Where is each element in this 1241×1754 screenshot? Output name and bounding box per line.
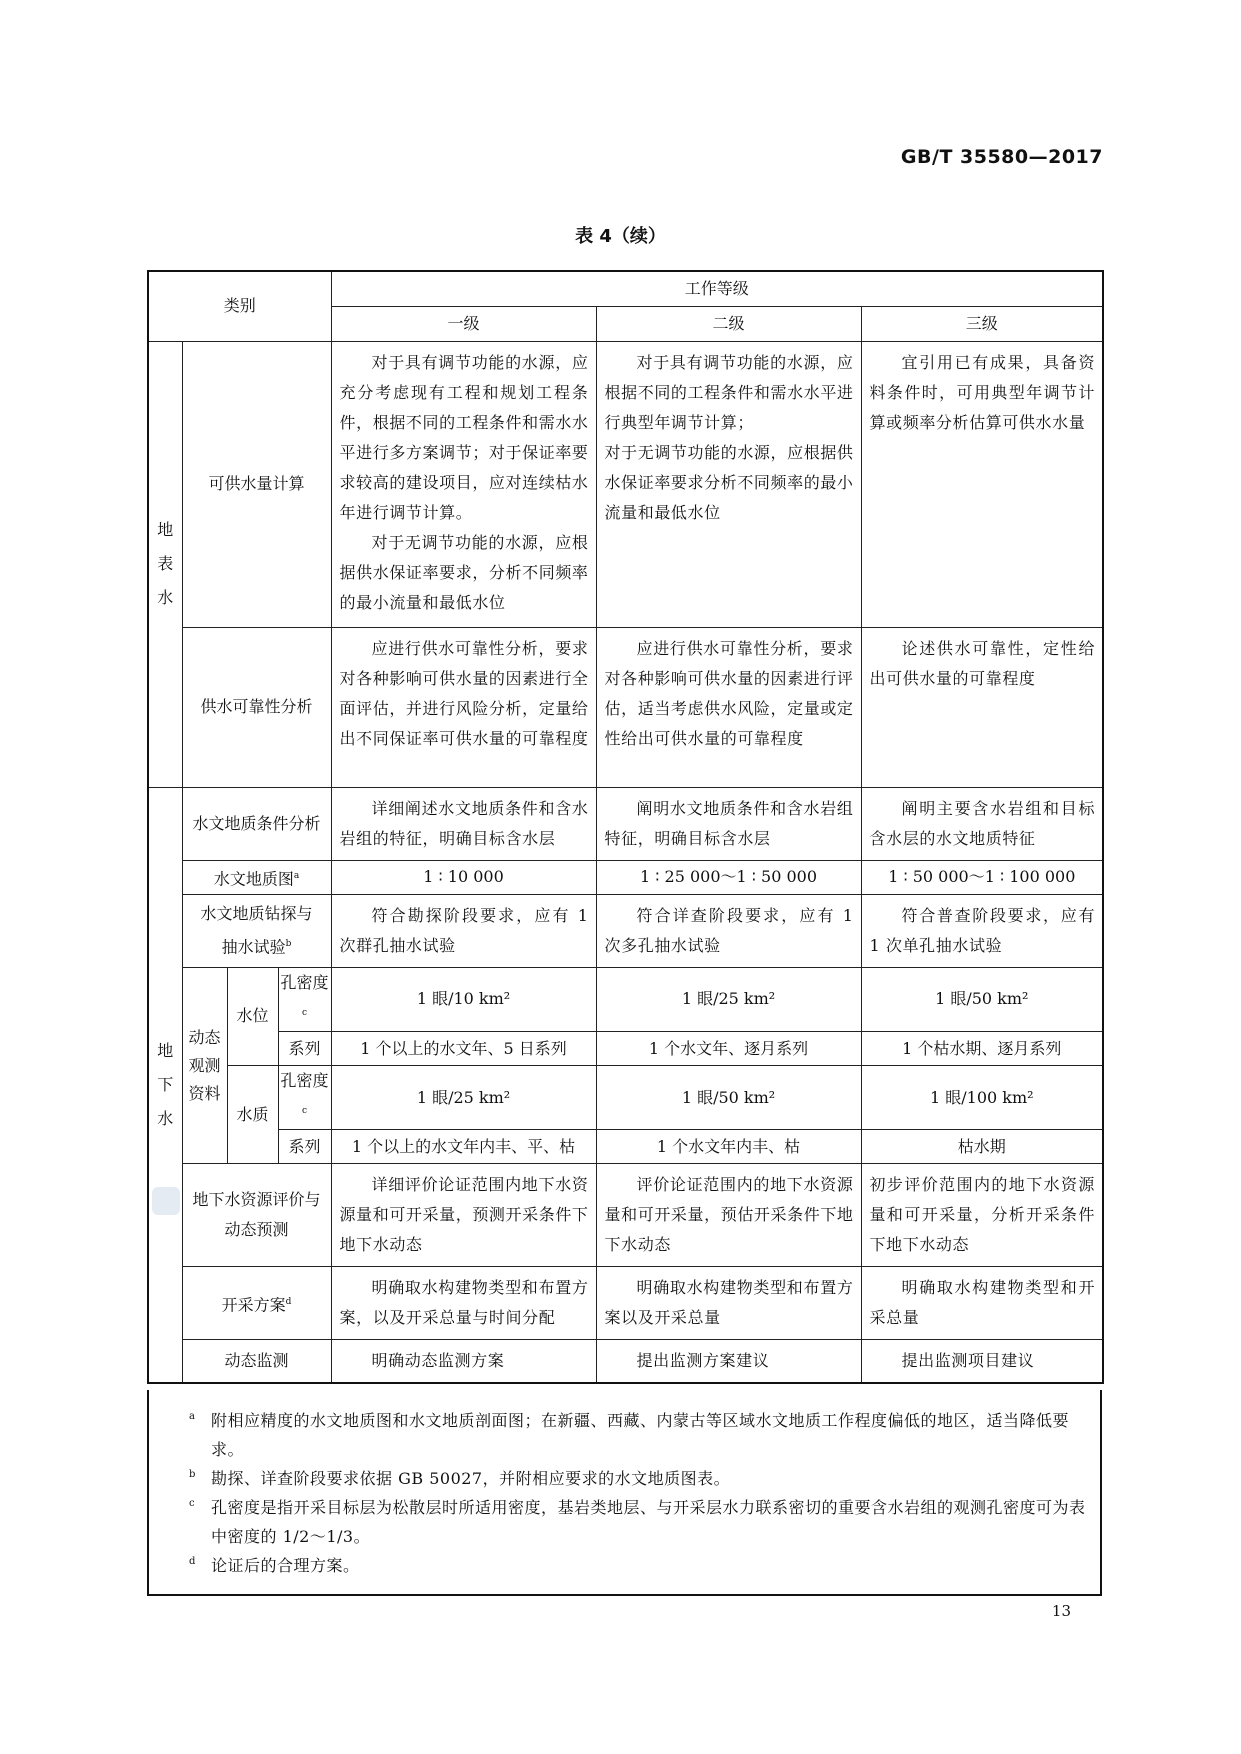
page-number: 13 [1051, 1602, 1071, 1620]
note-b: b 勘探、详查阶段要求依据 GB 50027，并附相应要求的水文地质图表。 [189, 1469, 731, 1488]
note-c: c 孔密度是指开采目标层为松散层时所适用密度，基岩类地层、与开采层水力联系密切的重要含水岩组的观测孔密度可为表中密度的 1/2～1/3。 [189, 1498, 1086, 1546]
water-level-series-level3: 1 个枯水期、逐月系列 [861, 1032, 1103, 1066]
surface-water-label: 地 表 水 [148, 341, 182, 787]
water-level-density-level2: 1 眼/25 km² [596, 967, 861, 1031]
dynamic-monitoring-level1: 明确动态监测方案 [331, 1340, 596, 1384]
water-quality-density-level3: 1 眼/100 km² [861, 1066, 1103, 1130]
water-level-density-label: 孔密度$^c$ [278, 967, 331, 1031]
reliability-level2: 应进行供水可靠性分析，要求对各种影响可供水量的因素进行评估，适当考虑供水风险，定量或定性给出可供水量的可靠程度 [596, 627, 861, 787]
water-quality-density-label: 孔密度$^c$ [278, 1066, 331, 1130]
reliability-label: 供水可靠性分析 [182, 627, 331, 787]
drilling-level3: 符合普查阶段要求，应有 1 次单孔抽水试验 [861, 894, 1103, 967]
requirements-table [147, 270, 1104, 1384]
drilling-label: 水文地质钻探与 抽水试验$^b$ [182, 894, 331, 967]
dynamic-monitoring-level3: 提出监测项目建议 [861, 1340, 1103, 1384]
note-a: a 附相应精度的水文地质图和水文地质剖面图；在新疆、西藏、内蒙古等区域水文地质工作程度偏低的地区，适当降低要求。 [189, 1411, 1070, 1459]
hydro-map-label: 水文地质图$^a$ [182, 860, 331, 894]
groundwater-label: 地 下 水 [148, 787, 182, 1383]
reliability-level3: 论述供水可靠性，定性给出可供水量的可靠程度 [861, 627, 1103, 787]
mining-plan-label: 开采方案$^d$ [182, 1267, 331, 1340]
evaluation-label: 地下水资源评价与 动态预测 [182, 1164, 331, 1267]
hydro-map-level2: 1 ∶ 25 000～1 ∶ 50 000 [596, 860, 861, 894]
supply-calc-level2: 对于具有调节功能的水源，应根据不同的工程条件和需水水平进行典型年调节计算； 对于无调节功能的水源，应根据供水保证率要求分析不同频率的最小流量和最低水位 [596, 341, 861, 627]
water-level-density-level1: 1 眼/10 km² [331, 967, 596, 1031]
mining-plan-level1: 明确取水构建物类型和布置方案，以及开采总量与时间分配 [331, 1267, 596, 1340]
water-quality-density-level1: 1 眼/25 km² [331, 1066, 596, 1130]
header-level1: 一级 [331, 306, 596, 341]
header-category: 类别 [148, 271, 331, 341]
water-quality-series-level3: 枯水期 [861, 1130, 1103, 1164]
standard-number: GB/T 35580—2017 [900, 146, 1103, 168]
water-level-label: 水位 [227, 967, 278, 1065]
table-notes [147, 1390, 1102, 1596]
table-title: 表 4（续） [575, 226, 666, 247]
evaluation-level2: 评价论证范围内的地下水资源量和可开采量，预估开采条件下地下水动态 [596, 1164, 861, 1267]
water-quality-series-level2: 1 个水文年内丰、枯 [596, 1130, 861, 1164]
supply-calc-level3: 宜引用已有成果，具备资料条件时，可用典型年调节计算或频率分析估算可供水水量 [861, 341, 1103, 627]
mining-plan-level3: 明确取水构建物类型和开采总量 [861, 1267, 1103, 1340]
hydro-analysis-level1: 详细阐述水文地质条件和含水岩组的特征，明确目标含水层 [331, 787, 596, 860]
header-level2: 二级 [596, 306, 861, 341]
drilling-level1: 符合勘探阶段要求，应有 1 次群孔抽水试验 [331, 894, 596, 967]
dynamic-monitoring-label: 动态监测 [182, 1340, 331, 1384]
hydro-analysis-level2: 阐明水文地质条件和含水岩组特征，明确目标含水层 [596, 787, 861, 860]
water-level-series-label: 系列 [278, 1032, 331, 1066]
water-level-series-level2: 1 个水文年、逐月系列 [596, 1032, 861, 1066]
hydro-analysis-level3: 阐明主要含水岩组和目标含水层的水文地质特征 [861, 787, 1103, 860]
header-level3: 三级 [861, 306, 1103, 341]
monitoring-data-label: 动态 观测 资料 [182, 967, 227, 1164]
watermark-logo [152, 1187, 180, 1215]
evaluation-level1: 详细评价论证范围内地下水资源量和可开采量，预测开采条件下地下水动态 [331, 1164, 596, 1267]
note-d: d 论证后的合理方案。 [189, 1556, 360, 1575]
hydro-map-level1: 1 ∶ 10 000 [331, 860, 596, 894]
hydro-analysis-label: 水文地质条件分析 [182, 787, 331, 860]
water-quality-series-label: 系列 [278, 1130, 331, 1164]
supply-calc-level1: 对于具有调节功能的水源，应充分考虑现有工程和规划工程条件，根据不同的工程条件和需水水平进行多方案调节；对于保证率要求较高的建设项目，应对连续枯水年进行调节计算。 对于无调节功能的水源，应根据供水保证率要求，分析不同频率的最小流量和最低水位 [331, 341, 596, 627]
water-quality-series-level1: 1 个以上的水文年内丰、平、枯 [331, 1130, 596, 1164]
hydro-map-level3: 1 ∶ 50 000～1 ∶ 100 000 [861, 860, 1103, 894]
water-quality-label: 水质 [227, 1066, 278, 1164]
evaluation-level3: 初步评价范围内的地下水资源量和可开采量，分析开采条件下地下水动态 [861, 1164, 1103, 1267]
supply-calc-label: 可供水量计算 [182, 341, 331, 627]
reliability-level1: 应进行供水可靠性分析，要求对各种影响可供水量的因素进行全面评估，并进行风险分析，定量给出不同保证率可供水量的可靠程度 [331, 627, 596, 787]
water-level-series-level1: 1 个以上的水文年、5 日系列 [331, 1032, 596, 1066]
water-quality-density-level2: 1 眼/50 km² [596, 1066, 861, 1130]
header-work-level: 工作等级 [331, 271, 1103, 306]
dynamic-monitoring-level2: 提出监测方案建议 [596, 1340, 861, 1384]
water-level-density-level3: 1 眼/50 km² [861, 967, 1103, 1031]
mining-plan-level2: 明确取水构建物类型和布置方案以及开采总量 [596, 1267, 861, 1340]
drilling-level2: 符合详查阶段要求，应有 1 次多孔抽水试验 [596, 894, 861, 967]
